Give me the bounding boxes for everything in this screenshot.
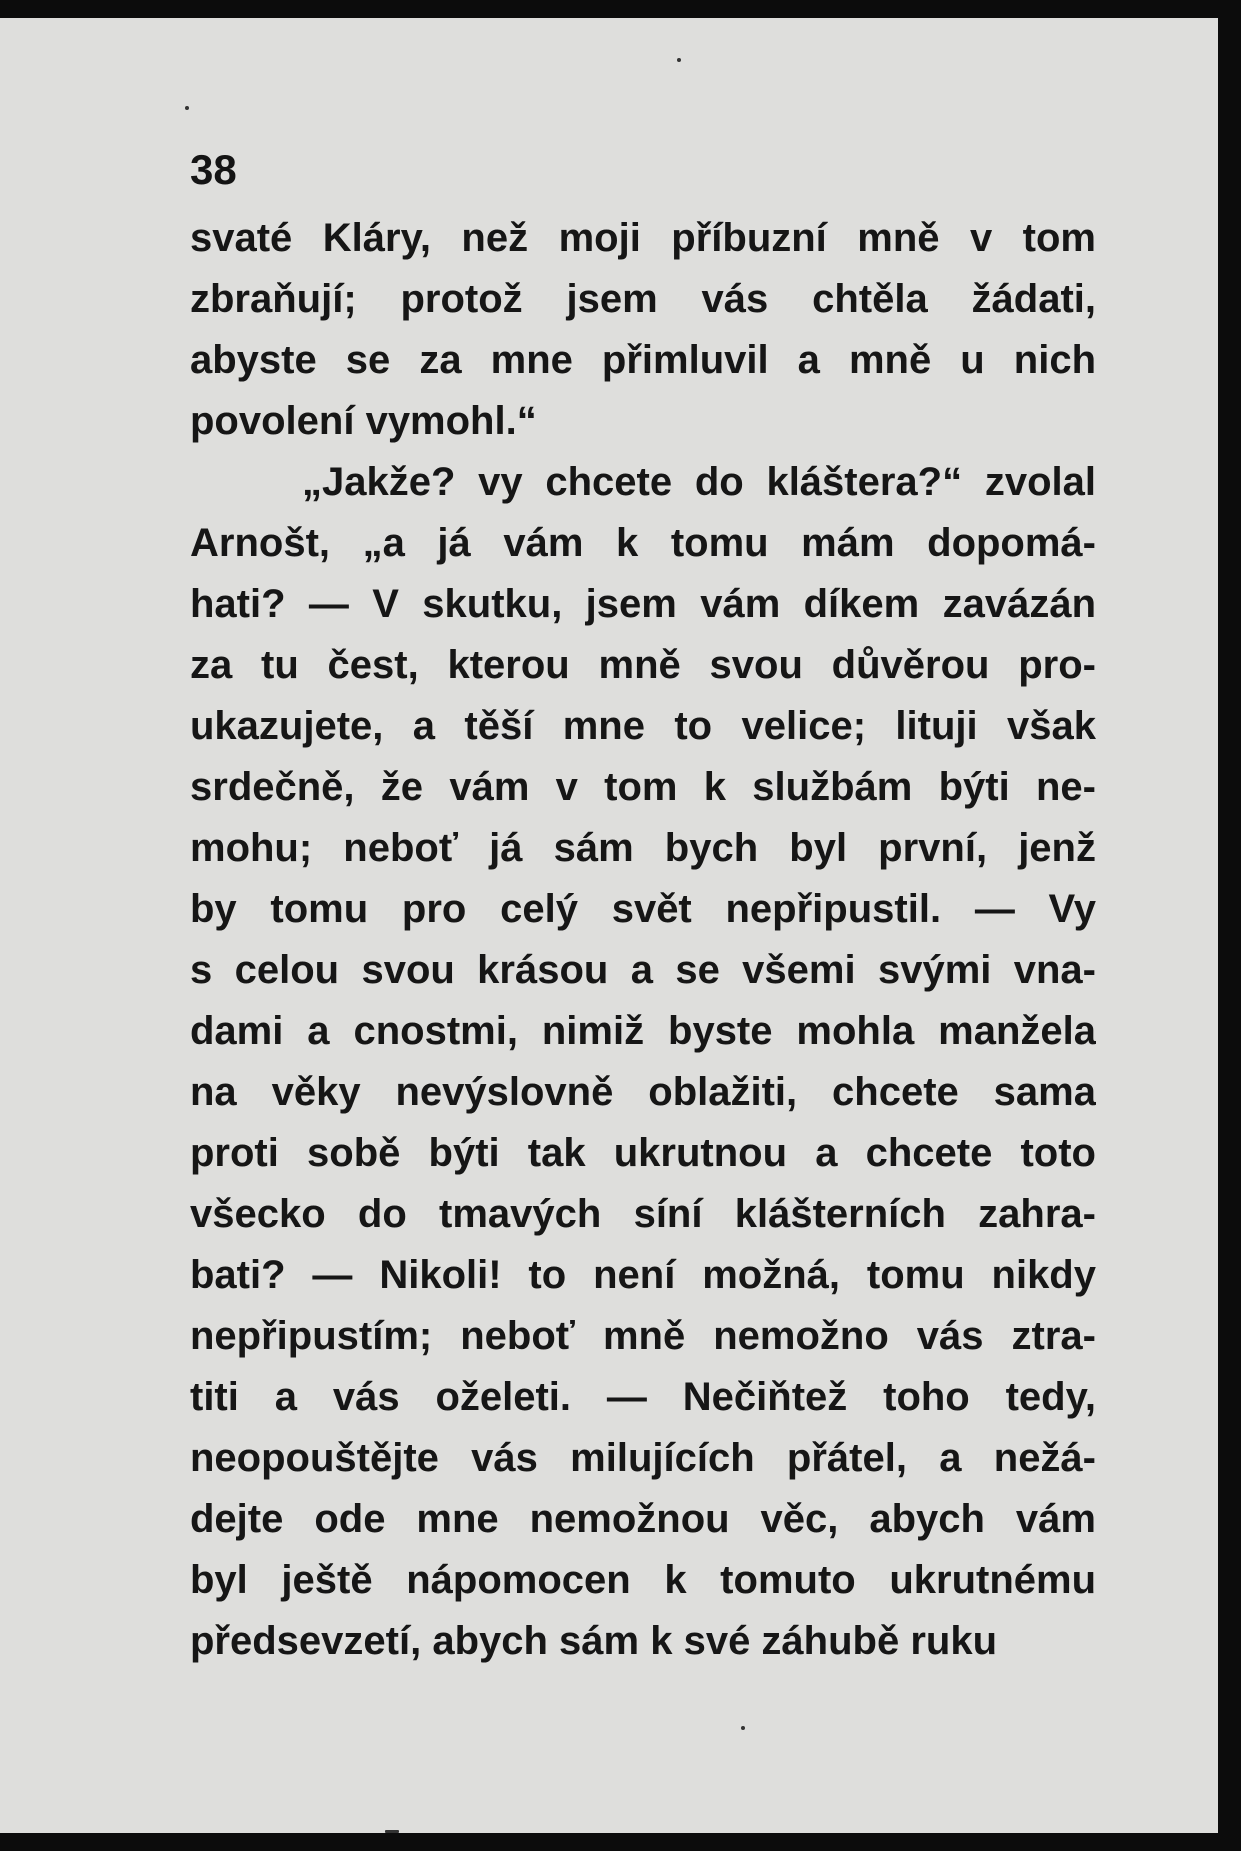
text-line: zbraňují; protož jsem vás chtěla žádati, <box>190 277 1096 321</box>
text-line: dami a cnostmi, nimiž byste mohla manžela <box>190 1009 1096 1053</box>
text-line: bati? — Nikoli! to není možná, tomu nikdy <box>190 1253 1096 1297</box>
page-number: 38 <box>190 146 237 193</box>
text-line: „Jakže? vy chcete do kláštera?“ zvolal <box>302 460 1096 504</box>
text-line: srdečně, že vám v tom k službám býti ne- <box>190 765 1096 809</box>
text-line: by tomu pro celý svět nepřipustil. — Vy <box>190 887 1096 931</box>
text-line: byl ještě nápomocen k tomuto ukrutnému <box>190 1558 1096 1602</box>
text-line: Arnošt, „a já vám k tomu mám dopomá- <box>190 521 1096 565</box>
paper-speck <box>185 106 189 110</box>
text-line: proti sobě býti tak ukrutnou a chcete toto <box>190 1131 1096 1175</box>
text-line: na věky nevýslovně oblažiti, chcete sama <box>190 1070 1096 1114</box>
text-line: nepřipustím; neboť mně nemožno vás ztra- <box>190 1314 1096 1358</box>
text-line: ukazujete, a těší mne to velice; lituji však <box>190 704 1096 748</box>
text-line: dejte ode mne nemožnou věc, abych vám <box>190 1497 1096 1541</box>
paper-speck <box>677 58 681 62</box>
book-page <box>0 18 1218 1833</box>
text-line: mohu; neboť já sám bych byl první, jenž <box>190 826 1096 870</box>
paper-speck <box>385 1830 399 1833</box>
text-line: s celou svou krásou a se všemi svými vna- <box>190 948 1096 992</box>
text-line: titi a vás oželeti. — Nečiňtež toho tedy, <box>190 1375 1096 1419</box>
text-line: povolení vymohl.“ <box>190 399 537 443</box>
text-line: neopouštějte vás milujících přátel, a nežá- <box>190 1436 1096 1480</box>
text-line: předsevzetí, abych sám k své záhubě ruku <box>190 1619 998 1663</box>
text-line: hati? — V skutku, jsem vám díkem zavázán <box>190 582 1096 626</box>
paper-speck <box>741 1726 745 1730</box>
text-line: svaté Kláry, než moji příbuzní mně v tom <box>190 216 1096 260</box>
text-line: za tu čest, kterou mně svou důvěrou pro- <box>190 643 1096 687</box>
text-line: všecko do tmavých síní klášterních zahra- <box>190 1192 1096 1236</box>
text-line: abyste se za mne přimluvil a mně u nich <box>190 338 1096 382</box>
page-text <box>190 208 1096 1672</box>
